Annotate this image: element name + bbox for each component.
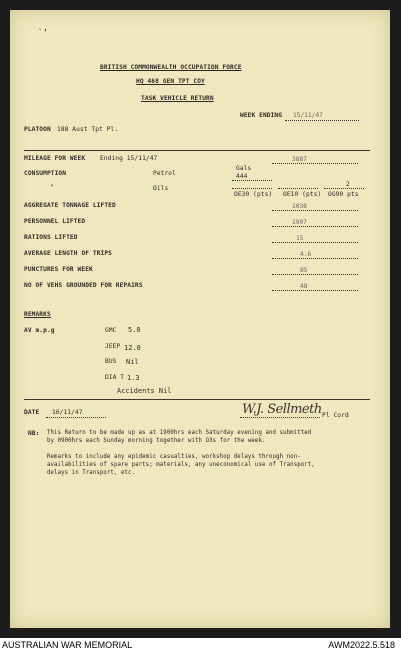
oil-dots-3 [324,188,364,189]
oil-col-oe10: OE10 (pts) [283,191,322,198]
personnel-value: 1907 [292,219,307,226]
remarks-divider [24,399,370,400]
document-page [10,10,390,628]
punctures-label: PUNCTURES FOR WEEK [24,266,93,273]
petrol-value: 444 [236,173,248,180]
header-divider [24,150,370,151]
nb-text-4: availabilities of spare parts; materials, any uneconomical use of Transport, [47,462,315,468]
tonnage-value: 1038 [292,203,307,210]
remark-jeep-label: JEEP [105,343,121,350]
pen-mark: `’ [38,28,48,37]
oil-value-right: 2 [346,181,350,188]
grounded-value: 48 [300,283,308,290]
remark-bus-value: Nil [126,358,139,366]
nb-text-5: delays in Transport, etc. [47,470,136,476]
personnel-label: PERSONNEL LIFTED [24,218,86,225]
punctures-value: 85 [300,267,308,274]
oil-col-og90: OG90 pts [328,191,359,198]
trip-length-label: AVERAGE LENGTH OF TRIPS [24,250,112,257]
date-value: 16/11/47 [52,409,83,416]
tonnage-label: AGGREGATE TONNAGE LIFTED [24,202,116,209]
mileage-label: MILEAGE FOR WEEK [24,155,86,162]
nb-text-1: This Return to be made up as at 1900hrs each Saturday evening and submitted [47,430,312,436]
remark-bus-label: BUS [105,358,117,365]
oil-col-oe30: OE30 (pts) [234,191,273,198]
nb-label: NB: [28,430,40,437]
sign-rank: Pl Cord [322,412,349,419]
mileage-value: 3887 [292,156,307,163]
signature: W.J. Sellmeth [242,402,322,417]
header-title: TASK VEHICLE RETURN [141,95,214,102]
date-dots [46,417,106,418]
rations-label: RATIONS LIFTED [24,234,78,241]
oils-label: Oils [153,185,169,192]
grounded-label: NO OF VEHS GROUNDED FOR REPAIRS [24,282,143,289]
week-ending-value: 15/11/47 [293,112,323,119]
remarks-title: REMARKS [24,311,51,318]
remark-jeep-value: 12.0 [124,344,141,352]
caption-institution: AUSTRALIAN WAR MEMORIAL [2,640,133,650]
remark-diat-label: DIA T [105,374,125,381]
accidents-note: Accidents Nil [117,387,172,395]
grounded-dots [272,290,358,291]
mileage-dots [272,163,358,164]
platoon-value: 188 Aust Tpt Pl. [57,126,119,133]
mpg-label: AV m.p.g [24,327,55,334]
header-unit: HQ 468 GEN TPT COY [136,78,205,85]
week-ending-label: WEEK ENDING [240,112,283,119]
nb-text-3: Remarks to include any epidemic casualties, workshop delays through non- [47,454,301,460]
week-ending-dots [285,120,359,121]
oil-dots-2 [278,188,318,189]
mileage-note: Ending 15/11/47 [100,155,158,162]
tonnage-dots [272,210,358,211]
caption-accession: AWM2022.5.518 [328,640,395,650]
signature-dots [240,417,320,418]
petrol-dots [232,180,272,181]
remark-gmc-label: GMC [105,327,117,334]
consumption-label: CONSUMPTION [24,170,67,177]
personnel-dots [272,226,358,227]
date-label: DATE [24,409,40,416]
oil-dots-1 [232,188,272,189]
remark-gmc-value: 5.0 [128,326,141,334]
rations-value: 15 [296,235,304,242]
gals-label: Gals [236,165,252,172]
rations-dots [272,242,358,243]
nb-text-2: by 0900hrs each Sunday morning together with O3s for the week. [47,438,266,444]
remark-diat-value: 1.3 [127,374,140,382]
platoon-label: PLATOON [24,126,51,133]
ditto-mark: " [50,184,54,191]
trip-length-dots [272,258,358,259]
petrol-label: Petrol [153,170,176,177]
header-org: BRITISH COMMONWEALTH OCCUPATION FORCE [100,64,242,71]
punctures-dots [272,274,358,275]
trip-length-value: 4.6 [300,251,312,258]
